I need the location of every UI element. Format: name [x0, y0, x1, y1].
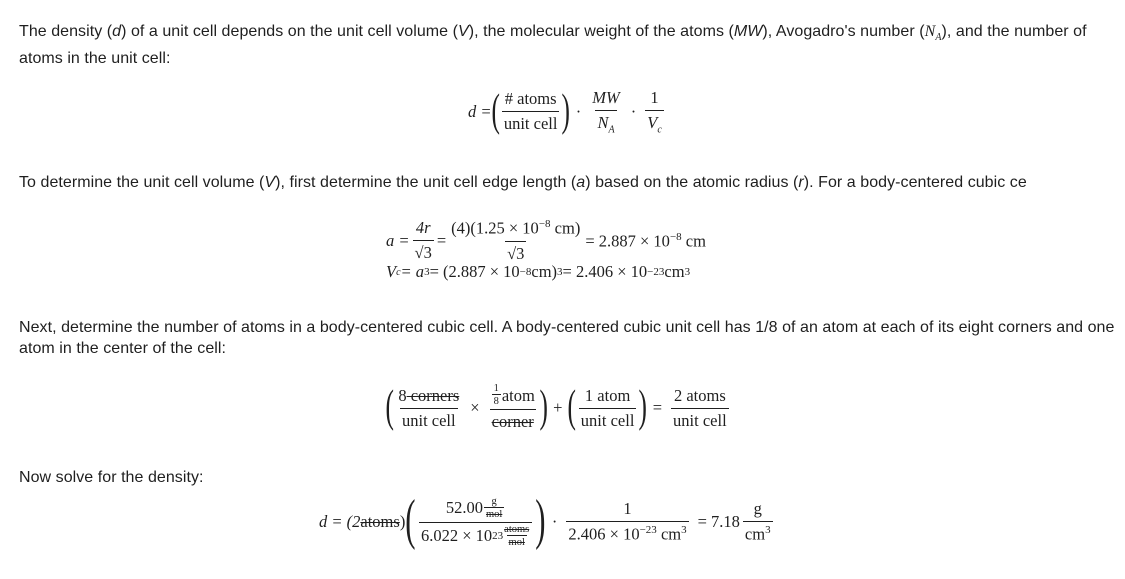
atoms-paragraph: Next, determine the number of atoms in a body-centered cubic cell. A body-centered cubic unit cell has 1/8 of an atom at each of its eight corners and one atom in the center of the cell:: [19, 319, 1115, 357]
density-formula: d = ( $\frac{\text{\# atoms}}{\text{unit cell}}$ ) · $\frac{MW}{N_A}$ · $\frac{1}{V_c}$: [468, 83, 662, 136]
intro-paragraph: The density (d) of a unit cell depends on the unit cell volume (V), the molecular weight of the atoms (MW), Avogadro's number $(N_A)$, and the number of atoms in the unit cell:: [19, 23, 1087, 68]
density-result-equation: d = (2 atoms ) ( 52.00 g mol 6.022 × 10 23 atoms mol ) · $\frac{1}{2.406 \times 10^{-23} cm^3}$ = 7.18 $\frac{g}{cm^3}$: [319, 489, 771, 551]
solve-density-paragraph: Now solve for the density:: [19, 469, 204, 486]
edge-length-equation: a = $\frac{4r}{√3}$ = $\frac{(4)(1.25 \times 10^{-8} cm)}{√3}$ = $2.887 \times 10^{-8}$ cm: [386, 218, 706, 263]
volume-paragraph: To determine the unit cell volume (V), first determine the unit cell edge length (a) based on the atomic radius (r). For a body-centered cubic ce: [19, 174, 1027, 191]
volume-equation: V c = a 3 = (2.887 × 10 −8 cm) 3 = 2.406 × 10 −23 cm 3: [386, 262, 691, 281]
atoms-per-cell-equation: ( $\frac{\text{8 corners}}{\text{unit cell}}$ × 1 8 atom corner ) + ( $\frac{\text{1 atom}}{\text{unit cell}}$ ) = $\frac{\text{2 atoms}}{\text{unit cell}}$: [385, 380, 727, 431]
